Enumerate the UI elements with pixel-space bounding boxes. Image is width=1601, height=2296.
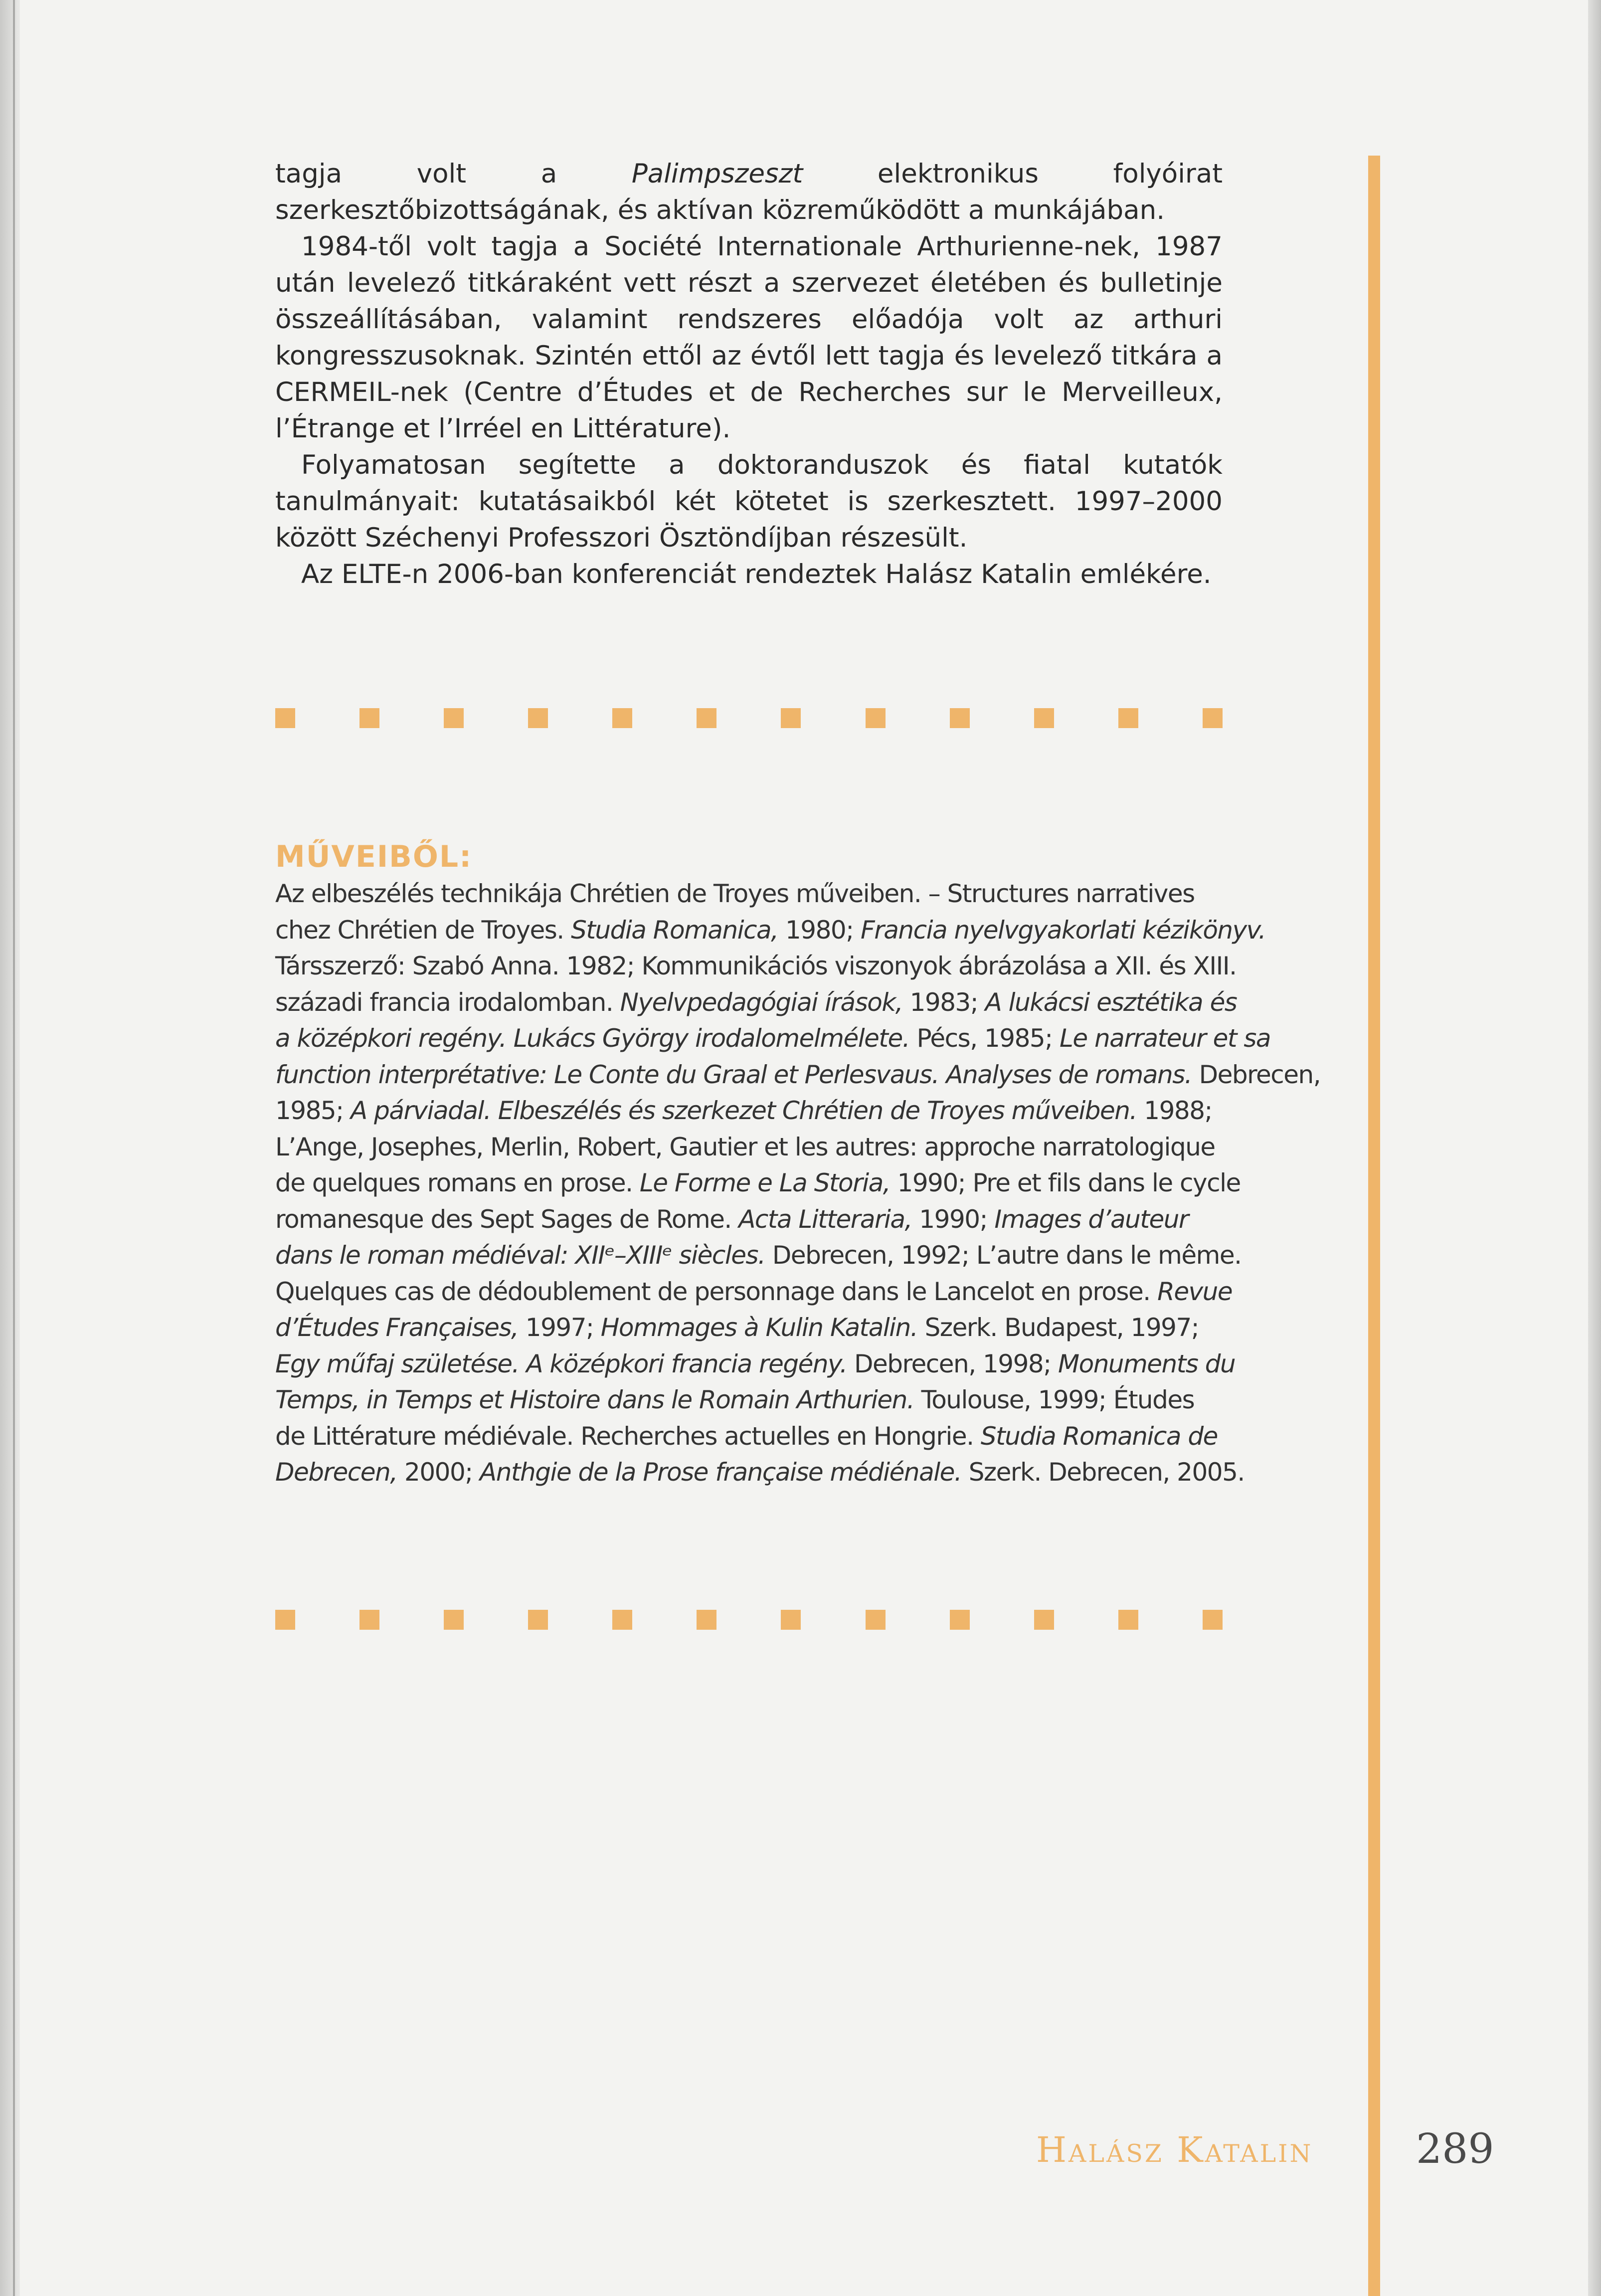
divider-square bbox=[528, 1610, 548, 1630]
accent-vertical-bar bbox=[1368, 156, 1380, 2296]
italic-text: a középkori regény. Lukács György irodalomelmélete. bbox=[275, 1024, 910, 1053]
text-run: 1980; bbox=[778, 915, 861, 945]
divider-square bbox=[359, 708, 379, 728]
text-run: de Littérature médiévale. Recherches actuelles en Hongrie. bbox=[275, 1421, 981, 1451]
text-run: tagja volt a bbox=[275, 159, 632, 189]
text-run: 1990; bbox=[911, 1204, 995, 1234]
divider-square bbox=[781, 1610, 801, 1630]
divider-square bbox=[697, 1610, 716, 1630]
works-line bbox=[275, 984, 1237, 1021]
works-list bbox=[275, 876, 1321, 1491]
divider-square bbox=[444, 1610, 464, 1630]
biography-text bbox=[275, 156, 1223, 592]
text-run: 1997; bbox=[518, 1313, 601, 1342]
divider-square bbox=[1034, 1610, 1054, 1630]
divider-square bbox=[697, 708, 716, 728]
divider-square bbox=[1118, 708, 1138, 728]
italic-text: Le narrateur et sa bbox=[1059, 1024, 1271, 1053]
divider-square bbox=[950, 708, 970, 728]
divider-square bbox=[612, 1610, 632, 1630]
italic-text: Temps, in Temps et Histoire dans le Romain Arthurien. bbox=[275, 1385, 914, 1414]
bio-paragraph-4: Az ELTE-n 2006-ban konferenciát rendeztek Halász Katalin emlékére. bbox=[301, 559, 1212, 589]
text-run: L’Ange, Josephes, Merlin, Robert, Gautier et les autres: approche narratologique bbox=[275, 1132, 1215, 1161]
square-divider-top bbox=[275, 708, 1223, 732]
text-run: 1990; Pre et fils dans le cycle bbox=[890, 1168, 1241, 1197]
text-run: elektronikus folyóirat szerkesztőbizottságának, és aktívan közreműködött a munkájában. bbox=[275, 159, 1223, 225]
page-number: 289 bbox=[1416, 2125, 1494, 2173]
text-run: Debrecen, 1992; L’autre dans le même. bbox=[765, 1241, 1242, 1270]
text-run: 2000; bbox=[397, 1458, 480, 1487]
works-line bbox=[275, 1274, 1233, 1310]
works-heading: MŰVEIBŐL: bbox=[275, 839, 473, 874]
italic-text: function interprétative: Le Conte du Graal et Perlesvaus. Analyses de romans. bbox=[275, 1060, 1192, 1089]
text-run: Társszerző: Szabó Anna. 1982; Kommunikációs viszonyok ábrázolása a XII. és XIII. bbox=[275, 952, 1237, 980]
spine-shadow bbox=[0, 0, 20, 2296]
works-line bbox=[275, 1382, 1193, 1418]
divider-square bbox=[1203, 708, 1223, 728]
works-line bbox=[275, 1165, 1241, 1201]
divider-square bbox=[359, 1610, 379, 1630]
italic-text: Studia Romanica de bbox=[980, 1421, 1218, 1451]
text-run: Toulouse, 1999; Études bbox=[914, 1385, 1195, 1414]
italic-text: Nyelvpedagógiai írások, bbox=[620, 987, 903, 1017]
italic-text: Hommages à Kulin Katalin. bbox=[600, 1313, 918, 1342]
works-line bbox=[275, 1093, 1212, 1129]
text-run: Debrecen, bbox=[1192, 1060, 1321, 1089]
works-line bbox=[275, 1346, 1236, 1382]
running-footer-author: Halász Katalin bbox=[1036, 2129, 1313, 2170]
works-line bbox=[275, 1020, 1271, 1057]
text-run: Debrecen, 1998; bbox=[847, 1349, 1058, 1378]
italic-text: A lukácsi esztétika és bbox=[985, 987, 1237, 1017]
works-line bbox=[275, 1237, 1242, 1274]
italic-text: Egy műfaj születése. A középkori francia regény. bbox=[275, 1349, 847, 1378]
text-run: századi francia irodalomban. bbox=[275, 987, 620, 1017]
divider-square bbox=[866, 1610, 886, 1630]
divider-square bbox=[612, 708, 632, 728]
italic-text: Debrecen, bbox=[275, 1458, 397, 1487]
italic-text: dans le roman médiéval: XIIᵉ–XIIIᵉ siècles. bbox=[275, 1241, 765, 1270]
italic-text: d’Études Françaises, bbox=[275, 1313, 519, 1342]
works-line bbox=[275, 1454, 1245, 1491]
italic-text: Palimpszeszt bbox=[631, 159, 803, 189]
text-run: Az elbeszélés technikája Chrétien de Troyes műveiben. – Structures narratives bbox=[275, 879, 1195, 908]
page-edge bbox=[1588, 0, 1601, 2296]
text-run: Pécs, 1985; bbox=[909, 1024, 1060, 1053]
divider-square bbox=[1203, 1610, 1223, 1630]
text-run: romanesque des Sept Sages de Rome. bbox=[275, 1204, 739, 1234]
italic-text: Francia nyelvgyakorlati kézikönyv. bbox=[860, 915, 1266, 945]
text-run: de quelques romans en prose. bbox=[275, 1168, 640, 1197]
works-line bbox=[275, 1129, 1215, 1165]
italic-text: Monuments du bbox=[1058, 1349, 1236, 1378]
works-line bbox=[275, 1418, 1218, 1455]
italic-text: Images d’auteur bbox=[994, 1204, 1188, 1234]
works-line bbox=[275, 948, 1237, 984]
square-divider-bottom bbox=[275, 1610, 1223, 1634]
italic-text: A párviadal. Elbeszélés és szerkezet Chrétien de Troyes műveiben. bbox=[351, 1096, 1137, 1125]
divider-square bbox=[528, 708, 548, 728]
bio-paragraph-1 bbox=[275, 156, 1223, 228]
bio-paragraph-3: Folyamatosan segítette a doktoranduszok és fiatal kutatók tanulmányait: kutatásaikból két kötetet is szerkesztett. 1997–2000 között Széchenyi Professzori Ösztöndíjban részesült. bbox=[275, 450, 1223, 553]
italic-text: Acta Litteraria, bbox=[738, 1204, 912, 1234]
divider-square bbox=[866, 708, 886, 728]
works-line bbox=[275, 912, 1266, 949]
divider-square bbox=[1034, 708, 1054, 728]
italic-text: Anthgie de la Prose française médiénale. bbox=[480, 1458, 962, 1487]
italic-text: Studia Romanica, bbox=[571, 915, 778, 945]
text-run: Quelques cas de dédoublement de personnage dans le Lancelot en prose. bbox=[275, 1277, 1158, 1306]
divider-square bbox=[444, 708, 464, 728]
italic-text: Le Forme e La Storia, bbox=[639, 1168, 890, 1197]
bio-paragraph-2: 1984-től volt tagja a Société Internationale Arthurienne-nek, 1987 után levelező titkáraként vett részt a szervezet életében és bulletinje összeállításában, valamint rendszeres előadója volt az arthuri kongresszusoknak. Szintén ettől az évtől lett tagja és levelező titkára a CERMEIL-nek (Centre d’Études et de Recherches sur le Merveilleux, l’Étrange et l’Irréel en Littérature). bbox=[275, 231, 1223, 444]
works-line bbox=[275, 876, 1193, 912]
divider-square bbox=[1118, 1610, 1138, 1630]
text-run: Szerk. Budapest, 1997; bbox=[917, 1313, 1199, 1342]
text-run: 1988; bbox=[1136, 1096, 1212, 1125]
text-run: 1983; bbox=[902, 987, 985, 1017]
text-run: 1985; bbox=[275, 1096, 351, 1125]
text-run: chez Chrétien de Troyes. bbox=[275, 915, 571, 945]
divider-square bbox=[781, 708, 801, 728]
works-line bbox=[275, 1057, 1321, 1093]
text-run: Szerk. Debrecen, 2005. bbox=[961, 1458, 1245, 1487]
divider-square bbox=[275, 1610, 295, 1630]
italic-text: Revue bbox=[1157, 1277, 1233, 1306]
divider-square bbox=[275, 708, 295, 728]
works-line bbox=[275, 1310, 1199, 1346]
divider-square bbox=[950, 1610, 970, 1630]
spine-line bbox=[13, 0, 15, 2296]
works-line bbox=[275, 1201, 1193, 1238]
